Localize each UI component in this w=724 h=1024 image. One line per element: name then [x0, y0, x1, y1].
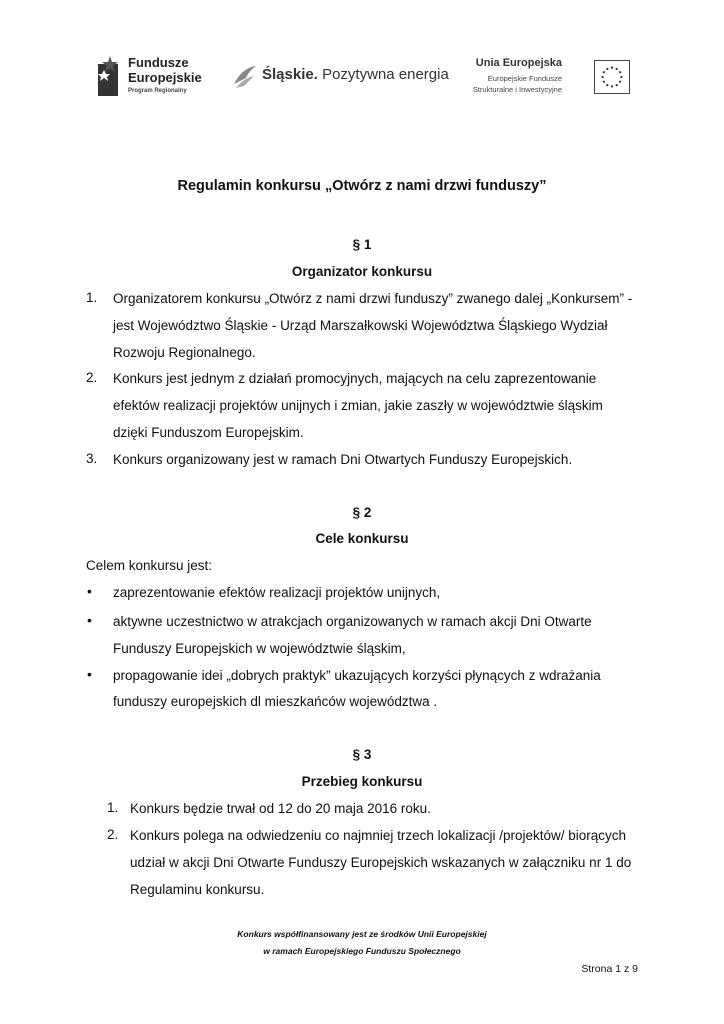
s2-bullet-2-line-2: Funduszy Europejskich w województwie śląskim,	[113, 641, 406, 656]
footer-line-2: w ramach Europejskiego Funduszu Społecznego	[263, 946, 461, 956]
eu-star-icon	[620, 76, 622, 78]
fe-line1: Fundusze	[128, 55, 189, 70]
s3-item-2-line-1: Konkurs polega na odwiedzeniu co najmniej trzech lokalizacji /projektów/ biorących	[130, 828, 627, 843]
s3-item-1-line-1: Konkurs będzie trwał od 12 do 20 maja 2016 roku.	[130, 801, 431, 816]
s2-bullet-1-line-1: zaprezentowanie efektów realizacji projektów unijnych,	[113, 585, 441, 600]
s2-bullet-2-line-1: aktywne uczestnictwo w atrakcjach organizowanych w ramach akcji Dni Otwarte	[113, 614, 592, 629]
footer-line-1: Konkurs współfinansowany jest ze środków Unii Europejskiej	[237, 929, 487, 939]
fe-line3: Program Regionalny	[128, 88, 187, 94]
section-1-heading: Organizator konkursu	[291, 264, 433, 279]
slaskie-name: Śląskie.	[262, 66, 318, 83]
eu-star-icon	[619, 81, 621, 83]
s1-item-2-number: 2.	[86, 370, 98, 385]
document-title: Regulamin konkursu „Otwórz z nami drzwi funduszy”	[177, 178, 547, 194]
section-1-sign: § 1	[352, 237, 372, 252]
eu-title: Unia Europejska	[475, 57, 562, 69]
eu-star-icon	[603, 81, 605, 83]
logo-fundusze-europejskie	[96, 52, 206, 102]
s1-item-1-line-3: Rozwoju Regionalnego.	[113, 345, 256, 360]
eu-flag-icon	[594, 60, 630, 94]
s1-item-2-line-3: dzięki Funduszom Europejskim.	[113, 425, 304, 440]
section-3-heading: Przebieg konkursu	[301, 774, 423, 789]
s2-bullet-3-line-1: propagowanie idei „dobrych praktyk” ukazujących korzyści płynących z wdrażania	[113, 668, 601, 683]
fe-star-icon	[96, 56, 122, 98]
slaskie-tagline: Pozytywna energia	[322, 66, 449, 83]
logo-slaskie	[232, 62, 449, 90]
s1-item-2-line-1: Konkurs jest jednym z działań promocyjnych, mających na celu zaprezentowanie	[113, 371, 597, 386]
s1-item-1-number: 1.	[86, 290, 98, 305]
eu-line1: Europejskie Fundusze	[487, 74, 562, 83]
s3-item-2-line-3: Regulaminu konkursu.	[130, 882, 265, 897]
eu-star-icon	[616, 68, 618, 70]
bullet-icon: •	[87, 583, 92, 599]
eu-star-icon	[601, 76, 603, 78]
section-3-sign: § 3	[352, 747, 372, 762]
eu-star-icon	[606, 68, 608, 70]
eu-star-icon	[611, 85, 613, 87]
s1-item-2-line-2: efektów realizacji projektów unijnych i zmian, jakie zaszły w województwie śląskim	[113, 398, 603, 413]
bullet-icon: •	[87, 666, 92, 682]
s1-item-1-line-1: Organizatorem konkursu „Otwórz z nami drzwi funduszy” zwanego dalej „Konkursem” -	[113, 291, 633, 306]
eu-star-icon	[611, 66, 613, 68]
fe-line2: Europejskie	[128, 70, 202, 85]
s2-intro: Celem konkursu jest:	[86, 558, 213, 573]
s3-item-1-number: 1.	[107, 800, 119, 815]
eu-star-icon	[606, 84, 608, 86]
page-number: Strona 1 z 9	[581, 963, 638, 975]
bullet-icon: •	[87, 612, 92, 628]
s2-bullet-3-line-2: funduszy europejskich dl mieszkańców województwa .	[113, 694, 438, 709]
s3-item-2-number: 2.	[107, 827, 119, 842]
logo-unia-europejska	[466, 57, 632, 99]
slaskie-wing-icon	[232, 64, 258, 90]
section-2-sign: § 2	[352, 505, 372, 520]
eu-line2: Strukturalne i Inwestycyjne	[472, 85, 562, 94]
eu-star-icon	[616, 84, 618, 86]
slaskie-text	[262, 66, 449, 83]
section-2-heading: Cele konkursu	[315, 531, 409, 546]
eu-star-icon	[603, 71, 605, 73]
s3-item-2-line-2: udział w akcji Dni Otwarte Funduszy Europejskich wskazanych w załączniku nr 1 do	[130, 855, 632, 870]
s1-item-3-line-1: Konkurs organizowany jest w ramach Dni Otwartych Funduszy Europejskich.	[113, 452, 573, 467]
s1-item-3-number: 3.	[86, 451, 98, 466]
eu-star-icon	[619, 71, 621, 73]
s1-item-1-line-2: jest Województwo Śląskie - Urząd Marszałkowski Województwa Śląskiego Wydział	[113, 318, 608, 333]
